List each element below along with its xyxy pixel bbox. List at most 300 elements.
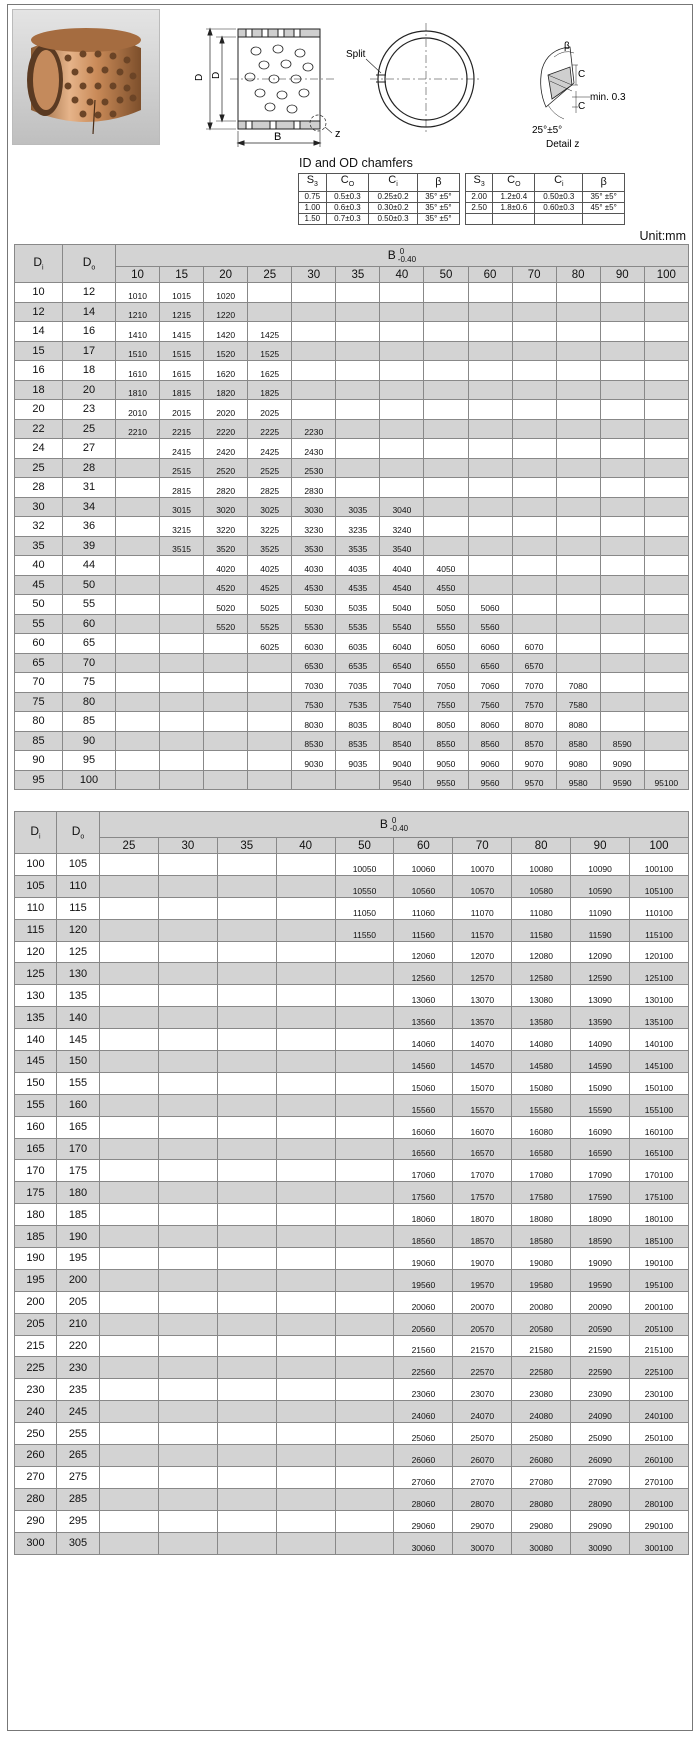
part-number-cell: 14060 [394,1029,453,1051]
part-number-cell [468,400,512,420]
chamfer-cell: 35° ±5° [583,192,625,203]
part-number-cell [100,1182,159,1204]
chamfer-header-cell [417,174,459,192]
part-number-cell: 19070 [453,1248,512,1270]
part-number-cell: 8535 [336,731,380,751]
part-number-cell [380,400,424,420]
part-number-cell: 1825 [248,380,292,400]
di-cell: 35 [15,536,63,556]
b-tol-lower: -0.40 [389,823,409,833]
part-number-cell: 21590 [571,1335,630,1357]
part-number-cell [556,556,600,576]
di-cell: 30 [15,497,63,517]
chamfer-cell: 2.50 [466,203,493,214]
do-cell: 245 [57,1401,100,1423]
part-number-cell: 19590 [571,1269,630,1291]
part-number-cell: 22580 [512,1357,571,1379]
part-number-cell [100,985,159,1007]
do-cell: 255 [57,1423,100,1445]
part-number-cell [158,1029,217,1051]
split-label: Split [346,49,366,60]
table-row [15,1466,689,1488]
part-number-cell: 28080 [512,1488,571,1510]
part-number-cell [336,302,380,322]
di-cell: 32 [15,517,63,537]
part-number-cell [424,283,468,303]
part-number-cell: 5020 [204,595,248,615]
part-number-cell [335,1510,394,1532]
do-cell: 50 [63,575,116,595]
part-number-cell [248,712,292,732]
part-number-cell [217,1379,276,1401]
part-number-cell [468,478,512,498]
part-number-cell [116,536,160,556]
beta-label: β [564,41,570,52]
part-number-cell [160,556,204,576]
part-number-cell [335,985,394,1007]
di-cell: 15 [15,341,63,361]
di-cell: 200 [15,1291,57,1313]
part-number-cell [204,692,248,712]
part-number-cell: 8570 [512,731,556,751]
di-cell: 12 [15,302,63,322]
part-number-cell: 215100 [630,1335,689,1357]
part-number-cell: 20080 [512,1291,571,1313]
part-number-cell [600,439,644,459]
part-number-cell: 5030 [292,595,336,615]
part-number-cell: 8560 [468,731,512,751]
part-number-cell: 100100 [630,854,689,876]
part-number-cell [644,419,688,439]
chamfer-header-sub: O [348,181,355,189]
do-cell: 120 [57,919,100,941]
part-number-cell [158,1335,217,1357]
di-cell: 185 [15,1226,57,1248]
part-number-cell: 4050 [424,556,468,576]
part-number-cell [556,380,600,400]
part-number-cell [217,919,276,941]
part-number-cell [217,1269,276,1291]
part-number-cell: 140100 [630,1029,689,1051]
chamfer-row [299,214,460,225]
part-number-cell: 16070 [453,1116,512,1138]
chamfer-table-left [298,173,460,225]
part-number-cell: 9090 [600,751,644,771]
part-number-cell: 6030 [292,634,336,654]
part-number-cell [217,854,276,876]
part-number-cell: 1215 [160,302,204,322]
part-number-cell [380,302,424,322]
part-number-cell [158,1291,217,1313]
do-cell: 160 [57,1094,100,1116]
di-cell: 24 [15,439,63,459]
part-number-cell: 26090 [571,1445,630,1467]
chamfer-header-cell [369,174,418,192]
table-row [15,1182,689,1204]
part-number-cell [248,770,292,790]
do-cell: 135 [57,985,100,1007]
do-cell: 65 [63,634,116,654]
part-number-cell: 11590 [571,919,630,941]
part-number-cell: 8070 [512,712,556,732]
do-cell: 34 [63,497,116,517]
chamfer-cell: 0.75 [299,192,327,203]
b-value-header: 60 [468,267,512,283]
part-number-cell [292,380,336,400]
part-number-cell [276,1401,335,1423]
part-number-cell: 22570 [453,1357,512,1379]
part-number-cell: 9540 [380,770,424,790]
part-number-cell: 10550 [335,875,394,897]
part-number-cell [512,536,556,556]
part-number-cell: 8580 [556,731,600,751]
part-number-cell: 2530 [292,458,336,478]
part-number-cell [248,653,292,673]
part-number-cell: 10080 [512,854,571,876]
part-number-cell [160,614,204,634]
part-number-cell [116,692,160,712]
part-number-cell: 2220 [204,419,248,439]
di-cell: 40 [15,556,63,576]
part-number-cell [556,536,600,556]
part-number-cell: 21580 [512,1335,571,1357]
part-number-cell [556,458,600,478]
part-number-cell [248,731,292,751]
min-label: min. 0.3 [590,92,626,103]
part-number-cell: 155100 [630,1094,689,1116]
part-number-cell [217,1160,276,1182]
part-number-cell [468,575,512,595]
part-number-cell [217,875,276,897]
part-number-cell [644,400,688,420]
part-number-cell [600,478,644,498]
part-number-cell: 10580 [512,875,571,897]
part-number-cell: 6530 [292,653,336,673]
part-number-cell: 2425 [248,439,292,459]
di-text: D [33,255,43,270]
do-cell: 12 [63,283,116,303]
part-number-cell [644,575,688,595]
part-number-cell: 1210 [116,302,160,322]
di-cell: 175 [15,1182,57,1204]
part-number-cell [217,941,276,963]
di-cell: 165 [15,1138,57,1160]
part-number-cell [276,919,335,941]
part-number-cell: 18060 [394,1204,453,1226]
part-number-cell [336,283,380,303]
part-number-cell: 4025 [248,556,292,576]
part-number-cell: 24070 [453,1401,512,1423]
table-row [15,1532,689,1554]
part-number-cell: 1420 [204,322,248,342]
di-cell: 105 [15,875,57,897]
part-number-cell [380,283,424,303]
b-values-row [15,838,689,854]
do-cell: 44 [63,556,116,576]
chamfer-row [299,203,460,214]
table-row [15,302,689,322]
part-number-cell [116,751,160,771]
part-number-cell [116,673,160,693]
do-cell: 190 [57,1226,100,1248]
part-number-cell: 1415 [160,322,204,342]
unit-label: Unit:mm [639,229,686,243]
part-number-cell [380,419,424,439]
part-number-cell: 2520 [204,458,248,478]
table-row [15,322,689,342]
part-number-cell [468,341,512,361]
chamfer-header-text: C [340,174,349,186]
part-number-cell [217,1532,276,1554]
part-number-cell [556,419,600,439]
part-number-cell [276,1466,335,1488]
part-number-cell [644,361,688,381]
part-number-cell [468,380,512,400]
part-number-cell: 10570 [453,875,512,897]
part-number-cell [158,941,217,963]
part-number-cell: 3215 [160,517,204,537]
part-number-cell [600,634,644,654]
part-number-cell [276,1269,335,1291]
chamfer-cell: 35° ±5° [417,192,459,203]
part-number-cell [335,1313,394,1335]
part-number-cell: 115100 [630,919,689,941]
do-cell: 36 [63,517,116,537]
part-number-cell: 145100 [630,1051,689,1073]
table-row [15,458,689,478]
part-number-cell: 16090 [571,1116,630,1138]
part-number-cell [100,1445,159,1467]
part-number-cell [512,400,556,420]
chamfer-cell: 1.2±0.4 [493,192,535,203]
part-number-cell: 11060 [394,897,453,919]
part-number-cell [556,322,600,342]
chamfer-table-right [465,173,625,225]
do-cell: 18 [63,361,116,381]
part-number-cell: 12560 [394,963,453,985]
catalog-sheet [7,4,693,1731]
part-number-cell: 3535 [336,536,380,556]
part-number-cell [336,439,380,459]
part-number-cell [217,1248,276,1270]
do-cell: 27 [63,439,116,459]
part-number-cell [116,595,160,615]
part-number-cell [468,458,512,478]
part-number-cell: 23070 [453,1379,512,1401]
part-number-cell: 1615 [160,361,204,381]
table-row [15,1510,689,1532]
di-cell: 215 [15,1335,57,1357]
part-number-cell [276,985,335,1007]
table-row [15,1072,689,1094]
part-number-cell: 20090 [571,1291,630,1313]
b-value-header: 80 [512,838,571,854]
part-number-cell: 11550 [335,919,394,941]
chamfer-header-cell [326,174,369,192]
part-number-cell: 25080 [512,1423,571,1445]
part-number-cell [116,614,160,634]
table-row [15,1138,689,1160]
di-cell: 195 [15,1269,57,1291]
table-row [15,614,689,634]
chamfer-cell: 0.7±0.3 [326,214,369,225]
part-number-cell [336,341,380,361]
table-row [15,1291,689,1313]
part-number-cell [600,322,644,342]
table-row [15,439,689,459]
part-number-cell [335,1007,394,1029]
part-number-cell [424,536,468,556]
part-number-cell [644,536,688,556]
part-number-cell [116,770,160,790]
table-row [15,556,689,576]
part-number-cell [276,854,335,876]
part-number-cell [644,478,688,498]
part-number-cell: 120100 [630,941,689,963]
part-number-cell: 18590 [571,1226,630,1248]
part-number-cell [116,634,160,654]
part-number-cell: 3520 [204,536,248,556]
part-number-cell: 9070 [512,751,556,771]
table-row [15,283,689,303]
part-number-cell [556,283,600,303]
part-number-cell: 8590 [600,731,644,751]
part-number-cell [158,1357,217,1379]
part-number-cell [276,897,335,919]
part-number-cell: 16580 [512,1138,571,1160]
part-number-cell [100,897,159,919]
di-cell: 170 [15,1160,57,1182]
part-number-cell: 25090 [571,1423,630,1445]
part-number-cell [600,556,644,576]
b-value-header: 70 [453,838,512,854]
part-number-cell: 7580 [556,692,600,712]
part-number-cell: 16570 [453,1138,512,1160]
di-cell: 110 [15,897,57,919]
chamfer-cell: 0.5±0.3 [326,192,369,203]
do-cell: 230 [57,1357,100,1379]
part-number-cell [217,1007,276,1029]
di-cell: 205 [15,1313,57,1335]
part-number-cell [644,595,688,615]
di-cell: 280 [15,1488,57,1510]
chamfer-header-row [466,174,625,192]
part-number-cell: 1510 [116,341,160,361]
part-number-cell: 3015 [160,497,204,517]
part-number-cell [100,1248,159,1270]
part-number-cell: 12060 [394,941,453,963]
part-number-cell [512,556,556,576]
part-number-cell: 135100 [630,1007,689,1029]
part-number-cell: 9550 [424,770,468,790]
part-number-cell [644,653,688,673]
part-number-cell [158,1466,217,1488]
table-row [15,1248,689,1270]
part-number-cell [644,302,688,322]
part-number-cell [512,458,556,478]
part-number-cell [160,575,204,595]
part-number-cell: 7035 [336,673,380,693]
part-number-cell: 2020 [204,400,248,420]
part-number-cell: 2215 [160,419,204,439]
b-value-header: 100 [644,267,688,283]
part-number-cell [217,1510,276,1532]
part-number-cell: 225100 [630,1357,689,1379]
technical-drawing [186,9,666,159]
chamfer-header-text: C [507,174,516,186]
part-number-cell [512,595,556,615]
part-number-cell [276,1335,335,1357]
part-number-cell: 200100 [630,1291,689,1313]
angle-label: 25°±5° [532,125,563,136]
part-number-cell: 13570 [453,1007,512,1029]
table-row [15,575,689,595]
b-tol-upper: 0 [399,246,405,256]
part-number-cell: 8040 [380,712,424,732]
part-number-cell: 1625 [248,361,292,381]
part-number-cell [100,1379,159,1401]
do-cell: 115 [57,897,100,919]
part-number-cell: 260100 [630,1445,689,1467]
part-number-cell [600,380,644,400]
part-number-cell: 12590 [571,963,630,985]
di-cell: 155 [15,1094,57,1116]
di-cell: 125 [15,963,57,985]
part-number-cell [100,1357,159,1379]
chamfer-header-text: C [388,174,397,186]
part-number-cell: 9040 [380,751,424,771]
chamfer-cell [535,214,583,225]
part-number-cell [468,361,512,381]
part-number-cell [512,380,556,400]
part-number-cell [644,731,688,751]
table-row [15,653,689,673]
part-number-cell [158,1379,217,1401]
part-number-cell [512,478,556,498]
part-number-cell: 205100 [630,1313,689,1335]
part-number-cell: 7550 [424,692,468,712]
part-number-cell: 9560 [468,770,512,790]
part-number-cell: 17070 [453,1160,512,1182]
part-number-cell [335,1248,394,1270]
chamfer-header-cell [493,174,535,192]
part-number-cell [335,1488,394,1510]
part-number-cell [380,380,424,400]
part-number-cell: 15070 [453,1072,512,1094]
di-cell: 135 [15,1007,57,1029]
part-number-cell [644,497,688,517]
part-number-cell [217,1466,276,1488]
part-number-cell: 195100 [630,1269,689,1291]
di-cell: 180 [15,1204,57,1226]
table-row [15,897,689,919]
part-number-cell: 6035 [336,634,380,654]
part-number-cell: 1410 [116,322,160,342]
column-di-header [15,812,57,854]
part-number-cell: 25060 [394,1423,453,1445]
chamfer-cell [493,214,535,225]
part-number-cell [100,1313,159,1335]
part-number-cell: 20580 [512,1313,571,1335]
column-do-header [63,245,116,283]
part-number-cell: 15560 [394,1094,453,1116]
chamfer-cell: 0.6±0.3 [326,203,369,214]
di-cell: 75 [15,692,63,712]
part-number-cell [158,1510,217,1532]
di-cell: 250 [15,1423,57,1445]
chamfer-header-sub: i [396,181,398,189]
part-number-cell: 2420 [204,439,248,459]
